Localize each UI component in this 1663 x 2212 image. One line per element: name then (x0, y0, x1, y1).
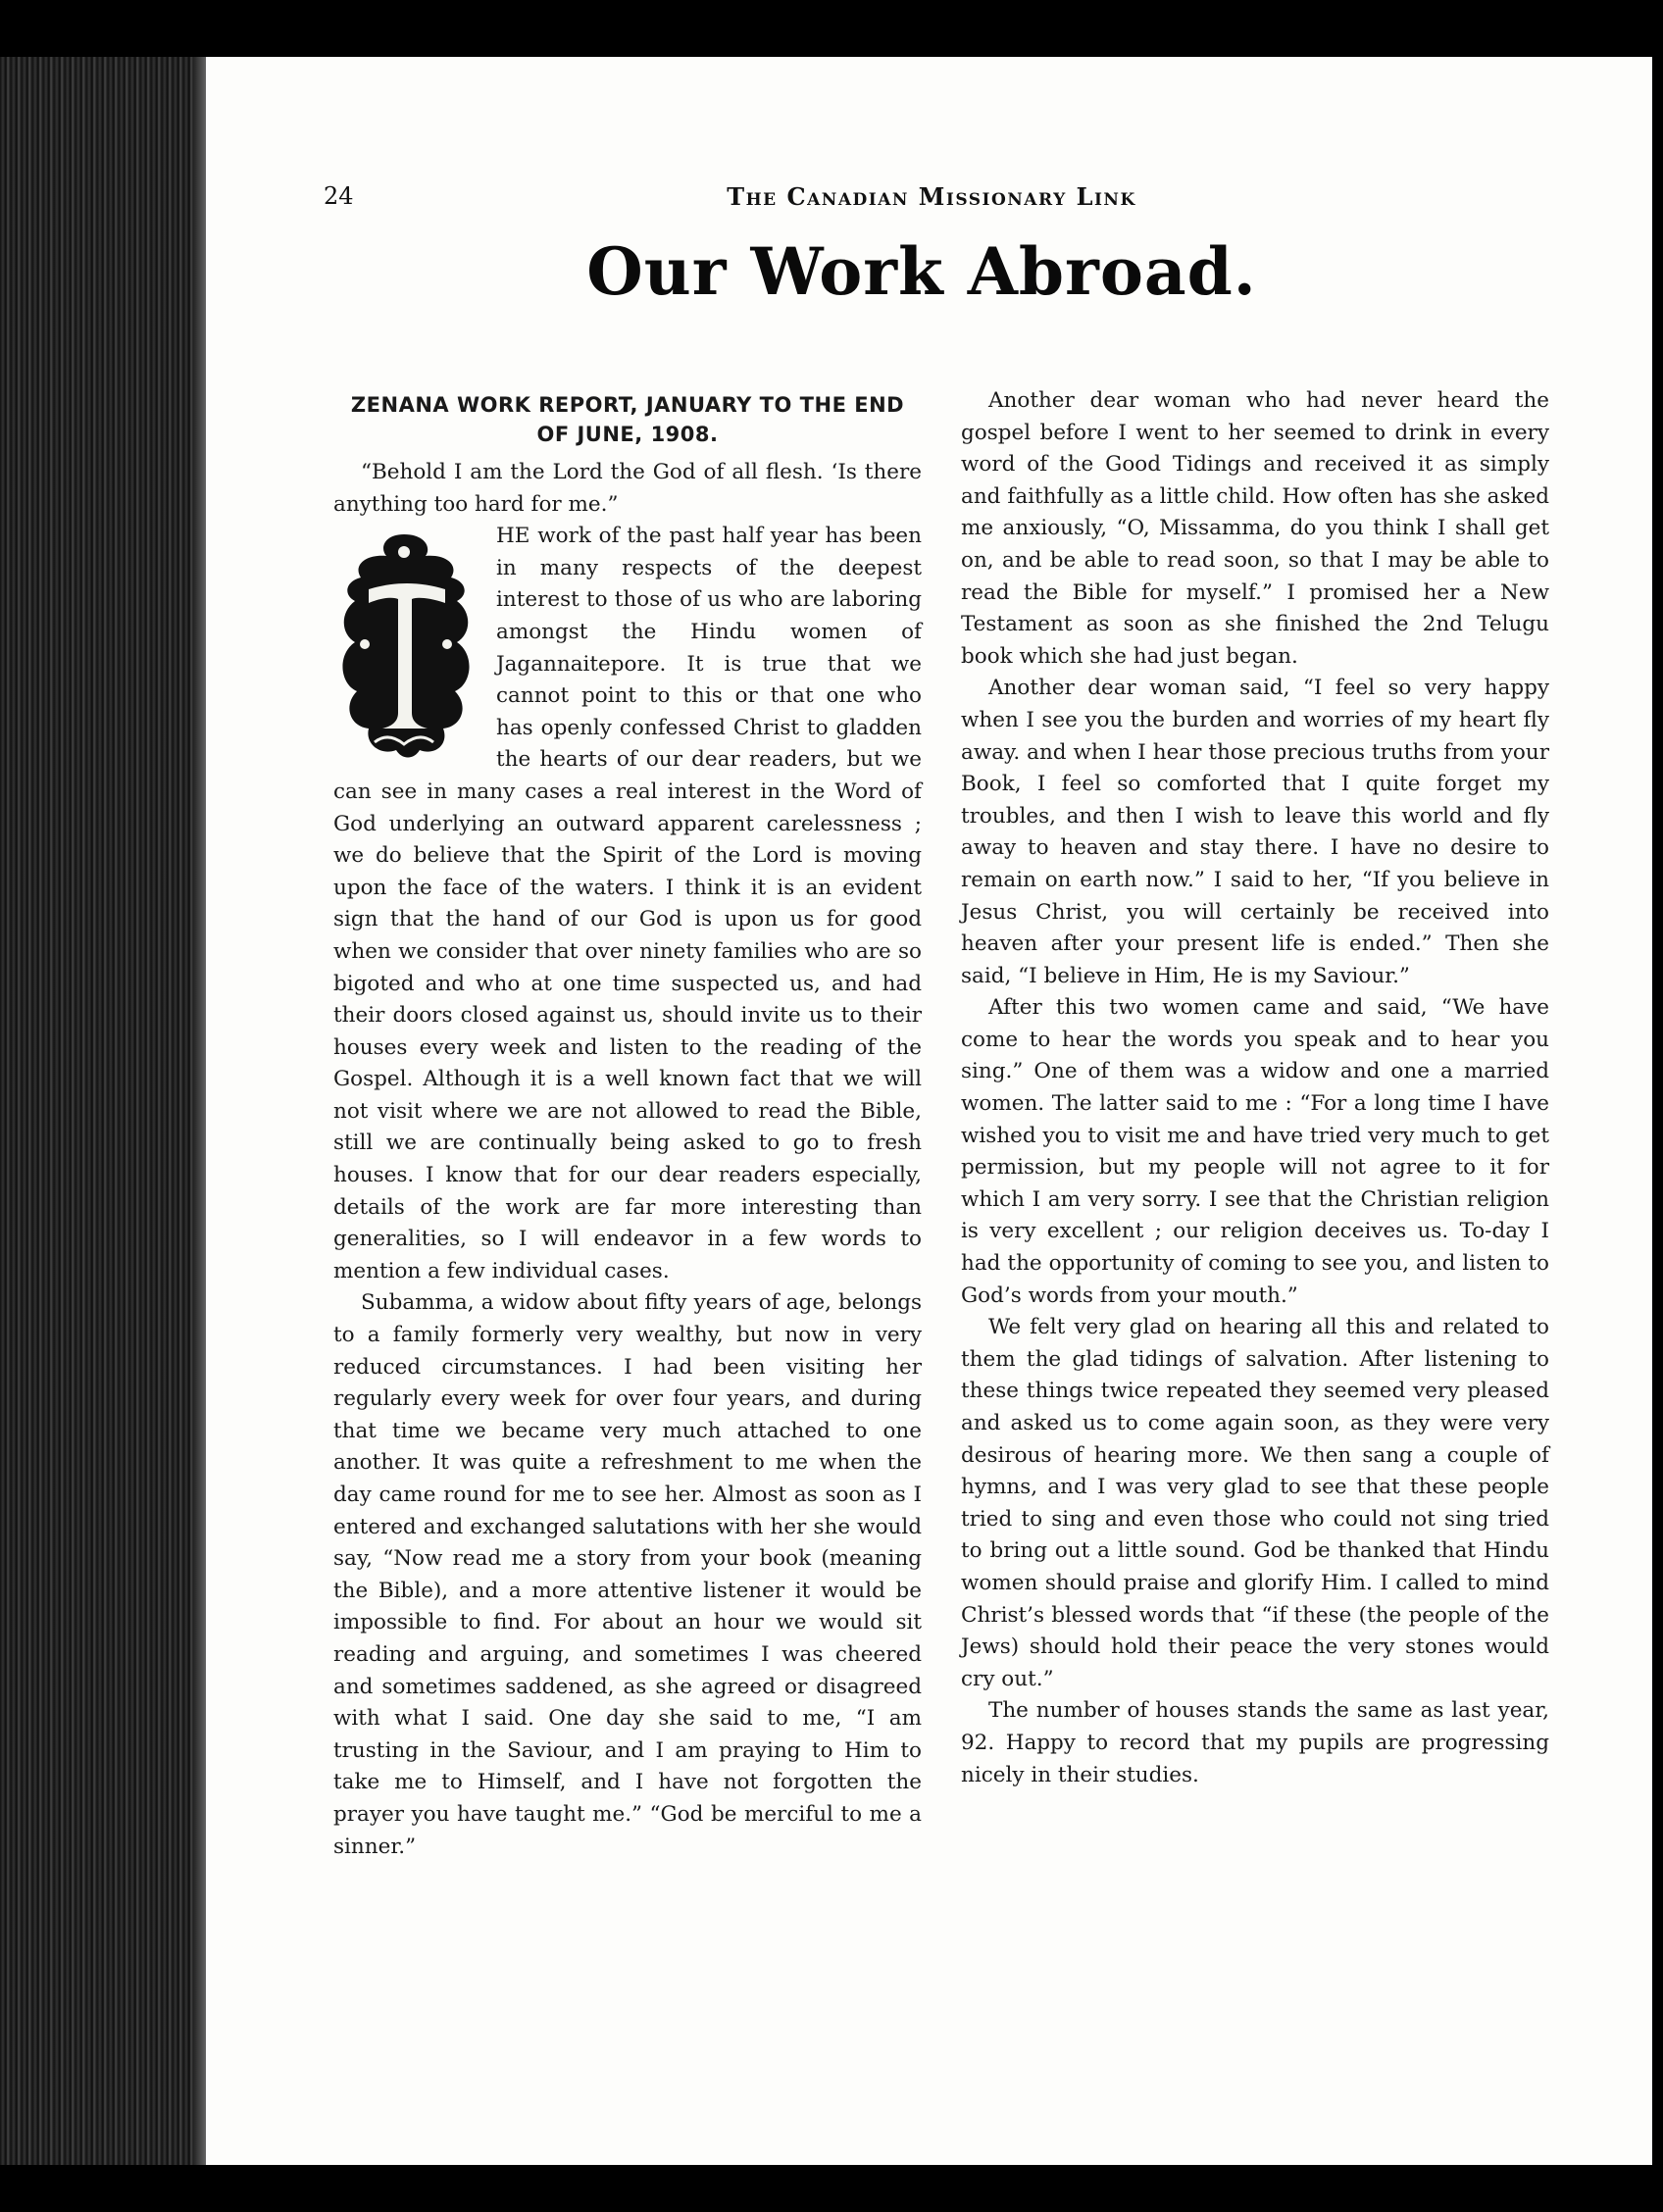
epigraph: “Behold I am the Lord the God of all flesh. ‘Is there anything too hard for me.” (333, 460, 922, 517)
paragraph: After this two women came and said, “We have come to hear the words you speak and to hear you sing.” One of them was a widow and one a married women. The latter said to me : “For a long time I have wished you to visit me and have tried very much to get permission, but my people will not agree to it for which I am very sorry. I see that the Christian religion is very excellent ; our religion deceives us. To-day I had the opportunity of coming to see you, and listen to God’s words from your mouth.” (961, 995, 1549, 1308)
paragraph: We felt very glad on hearing all this and related to them the glad tidings of salvation. After listening to these things twice repeated they seemed very pleased and asked us to come again soon, as they were very desirous of hearing more. We then sang a couple of hymns, and I was very glad to see that these people tried to sing and even those who could not sing tried to bring out a little sound. God be thanked that Hindu women should praise and glorify Him. I called to mind Christ’s blessed words that “if these (the people of the Jews) should hold their peace the very stones would cry out.” (961, 1315, 1549, 1691)
magazine-page (206, 57, 1652, 2165)
book-spine-edge (0, 57, 221, 2165)
paragraph: Subamma, a widow about fifty years of age, belongs to a family formerly very wealthy, but now in very reduced circumstances. I had been visiting her regularly every week for over four years, and during that time we became very much attached to one another. It was quite a refreshment to me when the day came round for me to see her. Almost as soon as I entered and exchanged salutations with her she would say, “Now read me a story from your book (meaning the Bible), and a more attentive listener it would be impossible to find. For about an hour we would sit reading and arguing, and sometimes I was cheered and sometimes saddened, as she agreed or disagreed with what I said. One day she said to me, “I am trusting in the Saviour, and I am praying to Him to take me to Himself, and I have not forgotten the prayer you have taught me.” “God be merciful to me a sinner.” (333, 1290, 922, 1859)
section-heading: ZENANA WORK REPORT, JANUARY TO THE END OF JUNE, 1908. (350, 393, 905, 446)
paragraph: HE work of the past half year has been in many respects of the deepest interest to those of us who are laboring amongst the Hindu women of Jagannaitepore. It is true that we cannot point to this or that one who has openly confessed Christ to gladden the hearts of our dear readers, but we can see in many cases a real interest in the Word of God underlying an outward apparent carelessness ; we do believe that the Spirit of the Lord is moving upon the face of the waters. I think it is an evident sign that the hand of our God is upon us for good when we consider that over ninety families who are so bigoted and who at one time suspected us, and had their doors closed against us, should invite us to their houses every week and listen to the reading of the Gospel. Although it is a well known fact that we will not visit where we are not allowed to read the Bible, still we are continually being asked to go to fresh houses. I know that for our dear readers especially, details of the work are far more interesting than generalities, so I will endeavor in a few words to mention a few individual cases. (333, 524, 922, 1283)
paragraph: Another dear woman who had never heard the gospel before I went to her seemed to drink in every word of the Good Tidings and received it as simply and faithfully as a little child. How often has she asked me anxiously, “O, Missamma, do you think I shall get on, and be able to read soon, so that I may be able to read the Bible for myself.” I promised her a New Testament as soon as she finished the 2nd Telugu book which she had just began. (961, 388, 1549, 669)
page-title: Our Work Abroad. (586, 233, 1257, 310)
left-column (333, 385, 922, 1863)
paragraph: The number of houses stands the same as last year, 92. Happy to record that my pupils are progressing nicely in their studies. (961, 1698, 1549, 1787)
page-number: 24 (324, 182, 354, 210)
right-column (961, 385, 1549, 1791)
running-head: The Canadian Missionary Link (727, 182, 1136, 211)
paragraph: Another dear woman said, “I feel so very happy when I see you the burden and worries of my heart fly away. and when I hear those precious truths from your Book, I feel so comforted that I quite forget my troubles, and then I wish to leave this world and fly away to heaven and stay there. I have no desire to remain on earth now.” I said to her, “If you believe in Jesus Christ, you will certainly be received into heaven after your present life is ended.” Then she said, “I believe in Him, He is my Saviour.” (961, 676, 1549, 988)
ornamental-dropcap-icon (326, 527, 482, 762)
